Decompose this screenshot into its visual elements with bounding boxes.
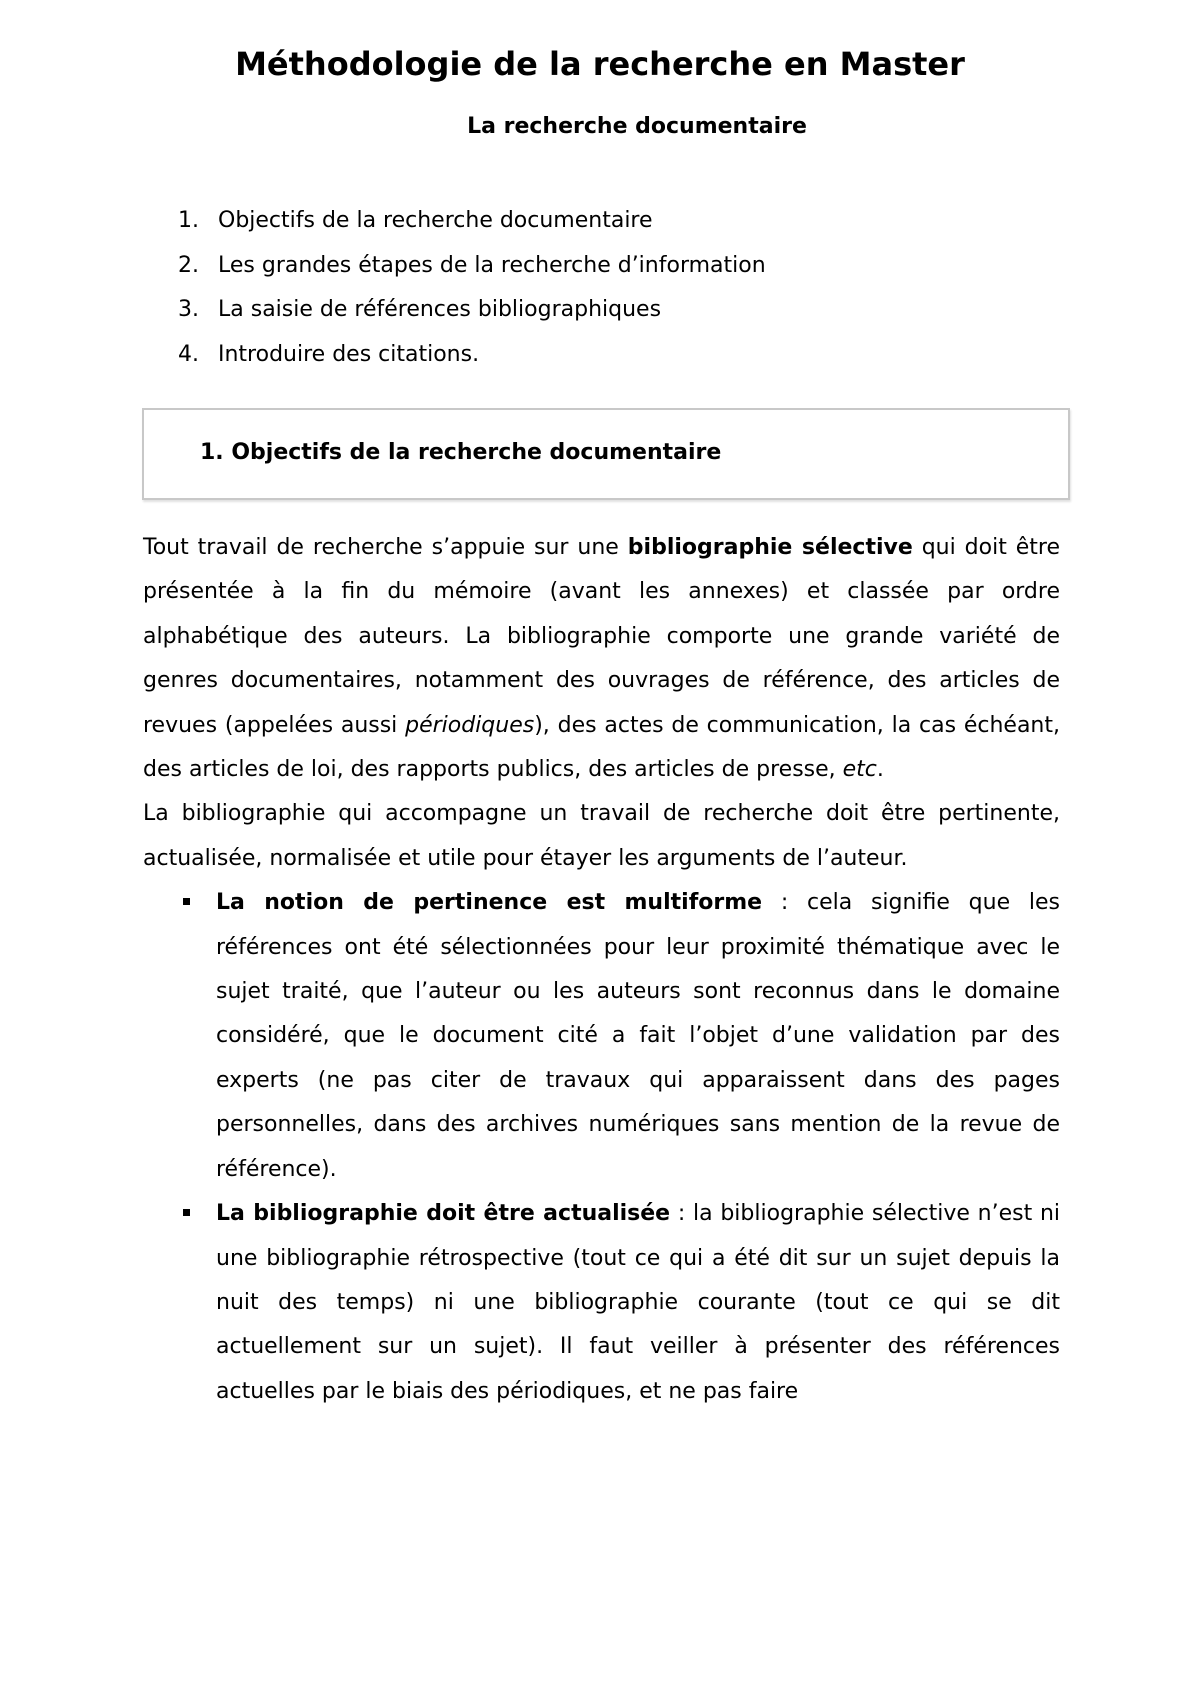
section-heading-box [142,408,1070,500]
toc-item-number: 1. [178,208,199,233]
square-bullet-icon [183,898,190,905]
list-item [143,881,1060,1192]
table-of-contents [178,199,766,377]
square-bullet-icon [183,1209,190,1216]
paragraph-text: qui doit être présentée à la fin du mémoire (avant les annexes) et classée par ordre alphabétique des auteurs. La bibliographie comporte une grande variété de genres documentaires, notamment des ouvrages de référence, des articles de revues (appelées aussi [143,535,1061,738]
paragraph-text: Tout travail de recherche s’appuie sur une [143,535,628,560]
list-item-text: : cela signifie que les références ont été sélectionnées pour leur proximité thématique avec le sujet traité, que l’auteur ou les auteurs sont reconnus dans le domaine considéré, que le document cité a fait l’objet d’une validation par des experts (ne pas citer de travaux qui apparaissent dans des pages personnelles, dans des archives numériques sans mention de la revue de référence). [216,890,1060,1182]
paragraph-text: ), des actes de communication, la cas échéant, des articles de loi, des rapports publics, des articles de presse, [143,712,1060,783]
emphasis-italic: périodiques [405,712,535,738]
toc-item-number: 4. [178,341,199,367]
toc-item [178,288,766,333]
section-heading: 1. Objectifs de la recherche documentaire [200,440,722,465]
toc-item-label: Objectifs de la recherche documentaire [218,208,653,233]
paragraph-bibliography: La bibliographie qui accompagne un travail de recherche doit être pertinente, actualisée, normalisée et utile pour étayer les arguments de l’auteur. [143,801,1060,871]
toc-item [178,199,766,244]
list-item [143,1192,1060,1414]
toc-item-number: 3. [178,297,199,322]
paragraph-intro [143,526,1060,792]
list-item-text: : la bibliographie sélective n’est ni une bibliographie rétrospective (tout ce qui a été dit sur un sujet depuis la nuit des temps) ni une bibliographie courante (tout ce qui se dit actuellement sur un sujet). Il faut veiller à présenter des références actuelles par le biais des périodiques, et ne pas faire [216,1201,1060,1404]
toc-item-number: 2. [178,252,199,278]
document-subtitle: La recherche documentaire [467,114,807,139]
toc-item-label: Les grandes étapes de la recherche d’information [218,252,766,278]
emphasis-bold: bibliographie sélective [627,535,913,560]
list-item-lead: La bibliographie doit être actualisée [216,1201,671,1227]
emphasis-italic: etc [842,757,877,783]
paragraph-text: . [876,757,884,783]
criteria-list [143,881,1060,1414]
document-title: Méthodologie de la recherche en Master [235,45,965,83]
list-item-lead: La notion de pertinence est multiforme [216,890,763,916]
toc-item-label: Introduire des citations. [218,341,480,367]
toc-item [178,244,766,289]
toc-item [178,333,766,378]
section-body [143,526,1060,1414]
toc-item-label: La saisie de références bibliographiques [218,297,662,322]
